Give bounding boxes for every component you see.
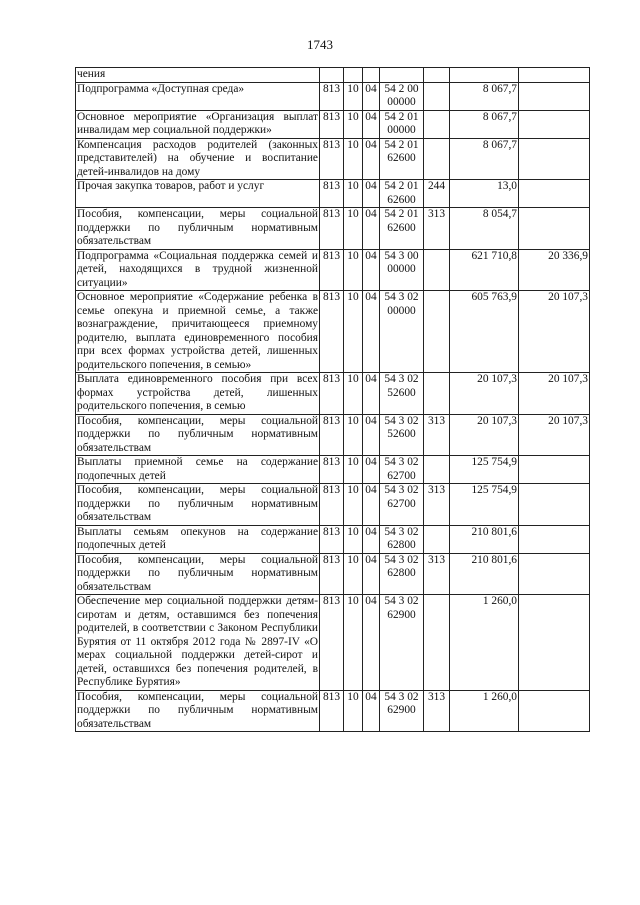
amount-cell: 1 260,0 (450, 690, 519, 732)
target-article-cell: 54 3 02 62700 (380, 484, 424, 526)
subsection-code-cell: 04 (363, 180, 380, 208)
section-code-cell (344, 68, 363, 83)
ved-code-cell: 813 (320, 373, 344, 415)
federal-amount-cell: 20 107,3 (519, 373, 590, 415)
expense-type-cell: 313 (424, 484, 450, 526)
ved-code-cell: 813 (320, 525, 344, 553)
federal-amount-cell (519, 525, 590, 553)
expense-type-cell: 313 (424, 553, 450, 595)
ved-code-cell (320, 68, 344, 83)
table-row (76, 690, 590, 732)
table-row (76, 456, 590, 484)
row-name-cell: чения (76, 68, 320, 83)
subsection-code-cell: 04 (363, 82, 380, 110)
table-row (76, 291, 590, 373)
federal-amount-cell (519, 82, 590, 110)
expense-type-cell: 244 (424, 180, 450, 208)
section-code-cell: 10 (344, 82, 363, 110)
federal-amount-cell (519, 456, 590, 484)
table-row (76, 595, 590, 691)
row-name-cell: Пособия, компенсации, меры социальной поддержки по публичным нормативным обязательствам (77, 553, 318, 593)
amount-cell: 20 107,3 (450, 414, 519, 456)
expense-type-cell (424, 595, 450, 691)
target-article-cell: 54 3 02 00000 (380, 291, 424, 373)
subsection-code-cell: 04 (363, 525, 380, 553)
section-code-cell: 10 (344, 456, 363, 484)
section-code-cell: 10 (344, 208, 363, 250)
row-name-cell: Пособия, компенсации, меры социальной поддержки по публичным нормативным обязательствам (77, 484, 318, 523)
row-name-cell: Пособия, компенсации, меры социальной поддержки по публичным нормативным обязательствам (77, 208, 318, 247)
expense-type-cell (424, 249, 450, 291)
row-name-cell: Основное мероприятие «Содержание ребенка в семье опекуна и приемной семье, а также вознаграждение, причитающееся приемному родителю, выплата единовременного пособия при всех формах устройства детей, лишенных родительского попечения, в семью» (77, 291, 318, 371)
expense-type-cell (424, 525, 450, 553)
table-row (76, 553, 590, 595)
expense-type-cell (424, 456, 450, 484)
section-code-cell: 10 (344, 414, 363, 456)
target-article-cell: 54 2 01 00000 (380, 110, 424, 138)
subsection-code-cell: 04 (363, 553, 380, 595)
section-code-cell: 10 (344, 110, 363, 138)
amount-cell: 8 067,7 (450, 138, 519, 180)
subsection-code-cell: 04 (363, 110, 380, 138)
subsection-code-cell: 04 (363, 456, 380, 484)
row-name-cell: Обеспечение мер социальной поддержки детям-сиротам и детям, оставшимся без попечения родителей, в соответствии с Законом Республики Бурятия от 11 октября 2012 года № 2897-IV «О мерах социальной поддержки детей-сирот и детей, оставшихся без попечения родителей, в Республике Бурятия» (77, 595, 318, 688)
page-number: 1743 (307, 37, 333, 52)
table-row (76, 373, 590, 415)
amount-cell: 20 107,3 (450, 373, 519, 415)
subsection-code-cell (363, 68, 380, 83)
expense-type-cell (424, 373, 450, 415)
expense-type-cell (424, 291, 450, 373)
table-row (76, 525, 590, 553)
federal-amount-cell (519, 208, 590, 250)
row-name-cell: Пособия, компенсации, меры социальной поддержки по публичным нормативным обязательствам (77, 690, 318, 730)
target-article-cell: 54 3 02 62800 (380, 525, 424, 553)
subsection-code-cell: 04 (363, 484, 380, 526)
ved-code-cell: 813 (320, 595, 344, 691)
table-row (76, 484, 590, 526)
row-name-cell: Выплата единовременного пособия при всех формах устройства детей, лишенных родительского попечения, в семью (77, 373, 318, 412)
section-code-cell: 10 (344, 595, 363, 691)
row-name-cell: Прочая закупка товаров, работ и услуг (76, 180, 320, 208)
amount-cell: 8 067,7 (450, 82, 519, 110)
row-name-cell: Компенсация расходов родителей (законных представителей) на обучение и воспитание детей-инвалидов на дому (77, 138, 318, 178)
subsection-code-cell: 04 (363, 208, 380, 250)
subsection-code-cell: 04 (363, 690, 380, 732)
section-code-cell: 10 (344, 180, 363, 208)
table-body (76, 68, 590, 732)
amount-cell: 125 754,9 (450, 456, 519, 484)
subsection-code-cell: 04 (363, 291, 380, 373)
target-article-cell: 54 3 02 52600 (380, 414, 424, 456)
ved-code-cell: 813 (320, 208, 344, 250)
section-code-cell: 10 (344, 291, 363, 373)
subsection-code-cell: 04 (363, 249, 380, 291)
subsection-code-cell: 04 (363, 414, 380, 456)
row-name-cell: Подпрограмма «Социальная поддержка семей и детей, находящихся в трудной жизненной ситуации» (77, 249, 318, 289)
amount-cell: 210 801,6 (450, 553, 519, 595)
federal-amount-cell (519, 180, 590, 208)
amount-cell: 8 054,7 (450, 208, 519, 250)
amount-cell: 621 710,8 (450, 249, 519, 291)
table-row (76, 110, 590, 138)
table-row (76, 68, 590, 83)
federal-amount-cell: 20 107,3 (519, 414, 590, 456)
row-name-cell: Пособия, компенсации, меры социальной поддержки по публичным нормативным обязательствам (77, 414, 318, 454)
ved-code-cell: 813 (320, 456, 344, 484)
federal-amount-cell: 20 107,3 (519, 291, 590, 373)
table-row (76, 208, 590, 250)
table-row (76, 249, 590, 291)
section-code-cell: 10 (344, 553, 363, 595)
amount-cell: 13,0 (450, 180, 519, 208)
section-code-cell: 10 (344, 138, 363, 180)
expense-type-cell (424, 110, 450, 138)
subsection-code-cell: 04 (363, 138, 380, 180)
row-name-cell: Основное мероприятие «Организация выплат инвалидам мер социальной поддержки» (77, 110, 318, 136)
target-article-cell: 54 2 01 62600 (380, 208, 424, 250)
federal-amount-cell (519, 553, 590, 595)
target-article-cell: 54 2 01 62600 (380, 138, 424, 180)
expense-type-cell: 313 (424, 690, 450, 732)
table-row (76, 180, 590, 208)
federal-amount-cell (519, 484, 590, 526)
amount-cell (450, 68, 519, 83)
target-article-cell: 54 2 00 00000 (380, 82, 424, 110)
expense-type-cell: 313 (424, 208, 450, 250)
target-article-cell: 54 3 02 52600 (380, 373, 424, 415)
target-article-cell: 54 3 02 62900 (380, 690, 424, 732)
federal-amount-cell (519, 138, 590, 180)
expense-type-cell (424, 82, 450, 110)
expense-type-cell (424, 68, 450, 83)
federal-amount-cell (519, 110, 590, 138)
ved-code-cell: 813 (320, 249, 344, 291)
row-name-cell: Подпрограмма «Доступная среда» (76, 82, 320, 110)
amount-cell: 8 067,7 (450, 110, 519, 138)
target-article-cell: 54 3 02 62700 (380, 456, 424, 484)
ved-code-cell: 813 (320, 180, 344, 208)
target-article-cell: 54 3 00 00000 (380, 249, 424, 291)
ved-code-cell: 813 (320, 484, 344, 526)
section-code-cell: 10 (344, 690, 363, 732)
amount-cell: 1 260,0 (450, 595, 519, 691)
section-code-cell: 10 (344, 525, 363, 553)
ved-code-cell: 813 (320, 110, 344, 138)
section-code-cell: 10 (344, 484, 363, 526)
federal-amount-cell (519, 690, 590, 732)
federal-amount-cell (519, 68, 590, 83)
table-row (76, 82, 590, 110)
row-name-cell: Выплаты семьям опекунов на содержание подопечных детей (77, 525, 318, 551)
amount-cell: 605 763,9 (450, 291, 519, 373)
budget-table (75, 67, 590, 732)
federal-amount-cell: 20 336,9 (519, 249, 590, 291)
target-article-cell: 54 3 02 62800 (380, 553, 424, 595)
federal-amount-cell (519, 595, 590, 691)
ved-code-cell: 813 (320, 291, 344, 373)
target-article-cell: 54 3 02 62900 (380, 595, 424, 691)
amount-cell: 125 754,9 (450, 484, 519, 526)
ved-code-cell: 813 (320, 414, 344, 456)
amount-cell: 210 801,6 (450, 525, 519, 553)
target-article-cell (380, 68, 424, 83)
section-code-cell: 10 (344, 249, 363, 291)
ved-code-cell: 813 (320, 138, 344, 180)
expense-type-cell (424, 138, 450, 180)
ved-code-cell: 813 (320, 553, 344, 595)
subsection-code-cell: 04 (363, 373, 380, 415)
ved-code-cell: 813 (320, 690, 344, 732)
row-name-cell: Выплаты приемной семье на содержание подопечных детей (77, 456, 318, 482)
expense-type-cell: 313 (424, 414, 450, 456)
target-article-cell: 54 2 01 62600 (380, 180, 424, 208)
table-row (76, 414, 590, 456)
ved-code-cell: 813 (320, 82, 344, 110)
subsection-code-cell: 04 (363, 595, 380, 691)
table-row (76, 138, 590, 180)
section-code-cell: 10 (344, 373, 363, 415)
